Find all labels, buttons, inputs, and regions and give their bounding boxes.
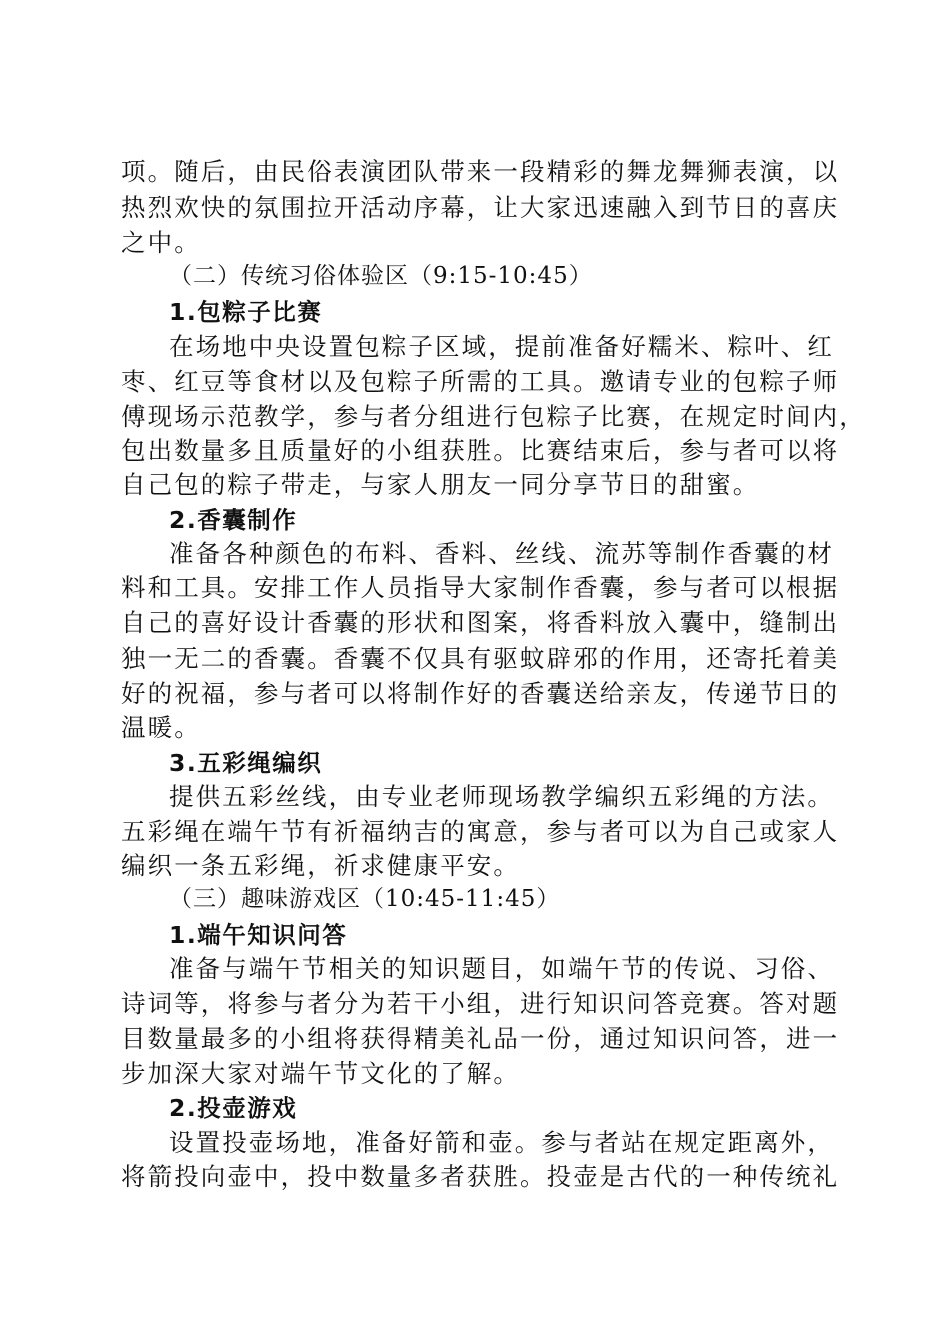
paragraph-line: 热烈欢快的氛围拉开活动序幕，让大家迅速融入到节日的喜庆 — [121, 193, 840, 222]
paragraph-line: 编织一条五彩绳，祈求健康平安。 — [121, 851, 520, 880]
section-heading: （二）传统习俗体验区（9:15-10:45） — [169, 263, 593, 289]
subsection-heading: 3.五彩绳编织 — [169, 749, 323, 777]
paragraph-line: 包出数量多且质量好的小组获胜。比赛结束后，参与者可以将 — [121, 436, 840, 465]
subsection-heading: 1.包粽子比赛 — [169, 298, 323, 326]
subsection-heading: 1.端午知识问答 — [169, 921, 348, 949]
paragraph-line: 枣、红豆等食材以及包粽子所需的工具。邀请专业的包粽子师 — [121, 367, 840, 396]
paragraph-line: 好的祝福，参与者可以将制作好的香囊送给亲友，传递节日的 — [121, 679, 840, 708]
paragraph-line: 温暖。 — [121, 713, 201, 742]
paragraph-line: 项。随后，由民俗表演团队带来一段精彩的舞龙舞狮表演，以 — [121, 157, 840, 186]
paragraph-line: 独一无二的香囊。香囊不仅具有驱蚊辟邪的作用，还寄托着美 — [121, 644, 840, 673]
paragraph-line: 自己包的粽子带走，与家人朋友一同分享节日的甜蜜。 — [121, 470, 760, 499]
paragraph-line: 五彩绳在端午节有祈福纳吉的寓意，参与者可以为自己或家人 — [121, 817, 840, 846]
paragraph-line: 诗词等，将参与者分为若干小组，进行知识问答竞赛。答对题 — [121, 989, 840, 1018]
paragraph-line: 自己的喜好设计香囊的形状和图案，将香料放入囊中，缝制出 — [121, 608, 840, 637]
section-heading: （三）趣味游戏区（10:45-11:45） — [169, 886, 561, 912]
paragraph-line: 设置投壶场地，准备好箭和壶。参与者站在规定距离外， — [169, 1128, 834, 1157]
paragraph-line: 目数量最多的小组将获得精美礼品一份，通过知识问答，进一 — [121, 1024, 840, 1053]
paragraph-line: 料和工具。安排工作人员指导大家制作香囊，参与者可以根据 — [121, 573, 840, 602]
subsection-heading: 2.投壶游戏 — [169, 1094, 298, 1122]
paragraph-line: 之中。 — [121, 228, 201, 257]
paragraph-line: 将箭投向壶中，投中数量多者获胜。投壶是古代的一种传统礼 — [121, 1162, 840, 1191]
paragraph-line: 傅现场示范教学，参与者分组进行包粽子比赛，在规定时间内， — [121, 402, 866, 431]
paragraph-line: 提供五彩丝线，由专业老师现场教学编织五彩绳的方法。 — [169, 782, 834, 811]
paragraph-line: 准备各种颜色的布料、香料、丝线、流苏等制作香囊的材 — [169, 539, 834, 568]
paragraph-line: 准备与端午节相关的知识题目，如端午节的传说、习俗、 — [169, 954, 834, 983]
paragraph-line: 在场地中央设置包粽子区域，提前准备好糯米、粽叶、红 — [169, 332, 834, 361]
paragraph-line: 步加深大家对端午节文化的了解。 — [121, 1059, 520, 1088]
subsection-heading: 2.香囊制作 — [169, 506, 298, 534]
